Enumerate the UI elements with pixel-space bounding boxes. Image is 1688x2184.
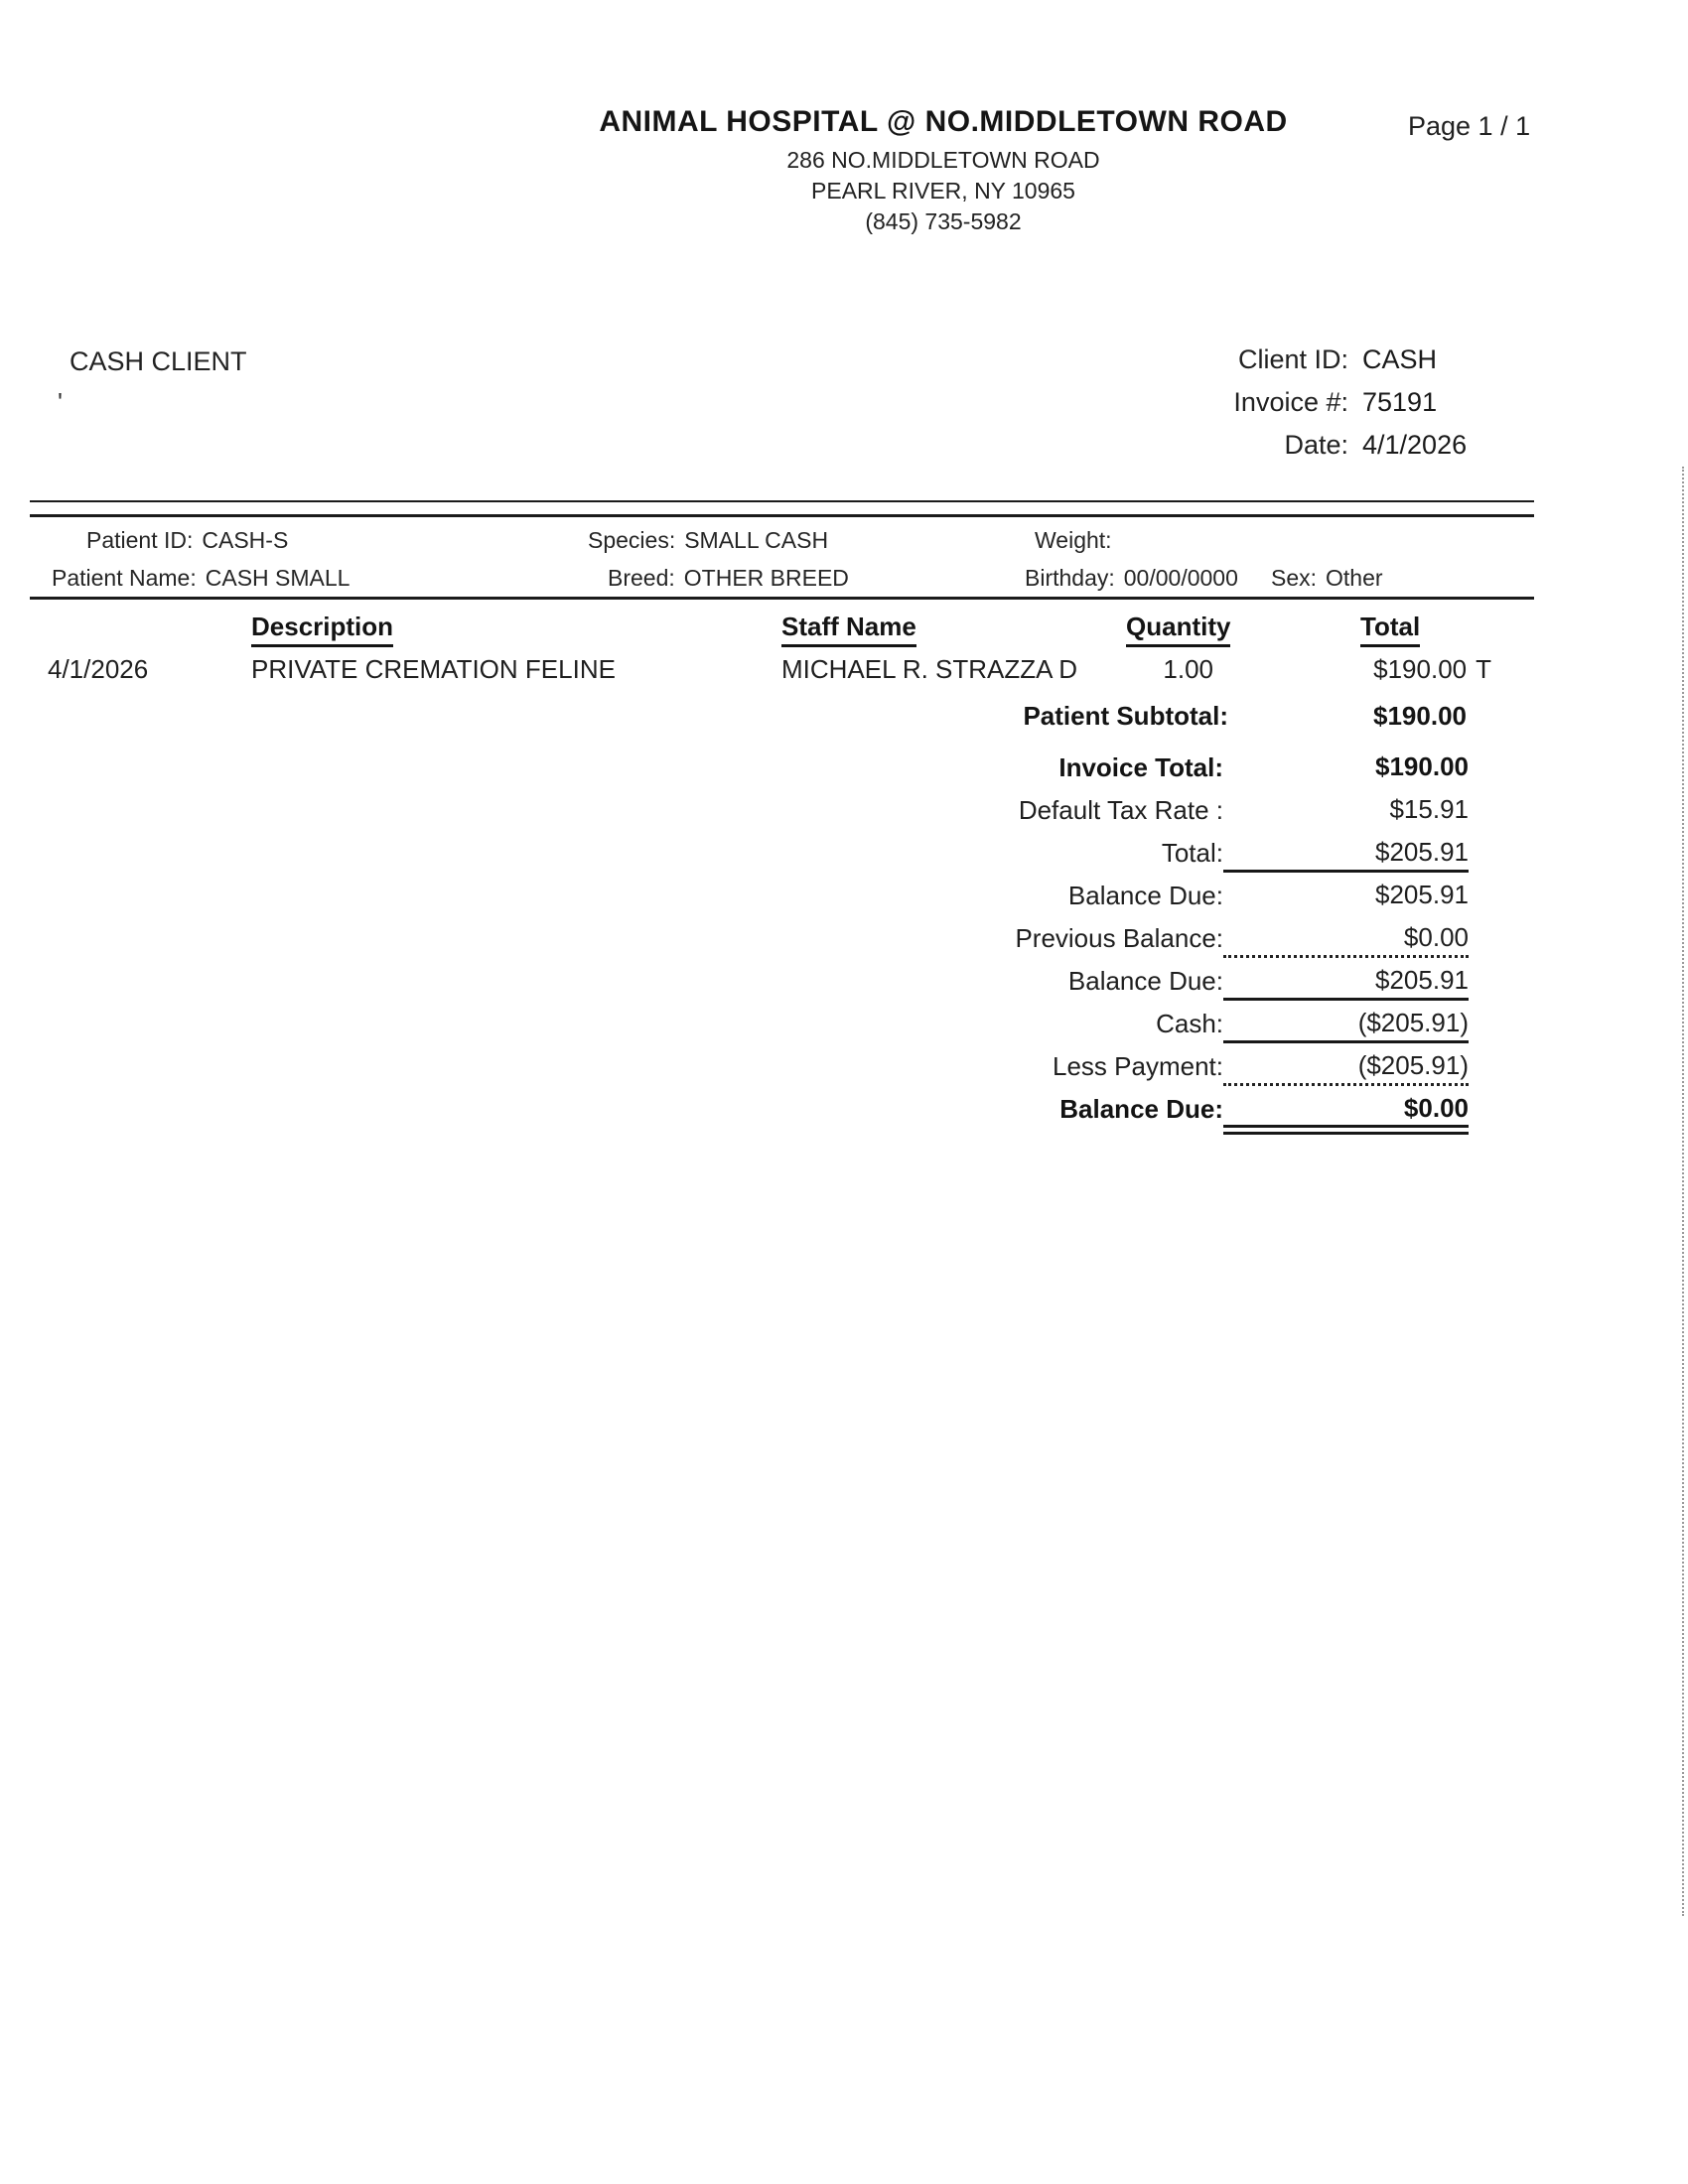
totals-row xyxy=(844,795,1487,838)
patient-breed-label: Breed: xyxy=(608,565,675,591)
client-name: CASH CLIENT xyxy=(70,346,247,376)
patient-subtotal-value: $190.00 xyxy=(1373,701,1467,731)
patient-box-bottom-rule xyxy=(30,597,1534,600)
client-meta-block xyxy=(1043,344,1470,473)
totals-row-value: $0.00 xyxy=(1223,923,1469,958)
item-date: 4/1/2026 xyxy=(48,654,149,684)
scan-edge-artifact xyxy=(1682,467,1684,1916)
page-indicator: Page 1 / 1 xyxy=(1408,111,1531,141)
totals-row-value: $190.00 xyxy=(1375,751,1469,781)
invoice-number-row xyxy=(1043,387,1470,430)
patient-birthday-value: 00/00/0000 xyxy=(1123,565,1238,591)
totals-row-value: $15.91 xyxy=(1389,794,1469,824)
totals-row-value: $205.91 xyxy=(1375,880,1469,909)
patient-weight-label: Weight: xyxy=(1035,527,1112,553)
item-total xyxy=(1241,654,1491,685)
totals-row-label: Balance Due: xyxy=(1059,1094,1223,1124)
totals-row-label: Balance Due: xyxy=(1067,881,1223,910)
column-header-total: Total xyxy=(1360,612,1420,647)
totals-row-value: $205.91 xyxy=(1223,838,1469,873)
totals-row-value: ($205.91) xyxy=(1223,1051,1469,1086)
patient-name-field xyxy=(52,565,350,592)
patient-box-top-rule-thick xyxy=(30,514,1534,517)
totals-row-label: Cash: xyxy=(1156,1009,1223,1038)
column-header-quantity: Quantity xyxy=(1126,612,1230,647)
patient-weight-field xyxy=(1035,527,1121,554)
patient-name-value: CASH SMALL xyxy=(205,565,351,591)
item-total-amount: $190.00 xyxy=(1373,654,1468,684)
client-id-row xyxy=(1043,344,1470,387)
patient-breed-value: OTHER BREED xyxy=(683,565,849,591)
totals-row-label: Balance Due: xyxy=(1067,966,1223,996)
clinic-phone: (845) 735-5982 xyxy=(865,208,1022,234)
patient-sex-label: Sex: xyxy=(1271,565,1318,591)
column-header-description: Description xyxy=(251,612,393,647)
totals-row-label: Less Payment: xyxy=(1053,1051,1223,1081)
invoice-date-label: Date: xyxy=(1284,430,1348,460)
invoice-date-value: 4/1/2026 xyxy=(1362,430,1468,460)
invoice-number-value: 75191 xyxy=(1362,387,1438,417)
totals-row-value: $205.91 xyxy=(1223,966,1469,1001)
patient-id-label: Patient ID: xyxy=(86,527,194,553)
totals-row xyxy=(844,1009,1487,1051)
item-staff-name: MICHAEL R. STRAZZA D xyxy=(781,654,1078,684)
patient-box-top-rule-thin xyxy=(30,500,1534,502)
totals-row xyxy=(844,1051,1487,1094)
patient-birthday-label: Birthday: xyxy=(1025,565,1115,591)
patient-id-field xyxy=(86,527,288,554)
totals-row xyxy=(844,923,1487,966)
totals-row-label: Default Tax Rate : xyxy=(1018,795,1223,825)
patient-subtotal-row xyxy=(844,701,1487,732)
totals-row-label: Invoice Total: xyxy=(1058,752,1223,782)
item-tax-flag: T xyxy=(1476,654,1491,684)
totals-row-value: ($205.91) xyxy=(1223,1009,1469,1043)
invoice-totals-block xyxy=(844,752,1487,1137)
invoice-number-label: Invoice #: xyxy=(1233,387,1348,417)
totals-row-value: $0.00 xyxy=(1223,1094,1469,1135)
totals-row xyxy=(844,1094,1487,1137)
item-quantity: 1.00 xyxy=(1163,654,1213,684)
patient-species-field xyxy=(588,527,828,554)
patient-name-label: Patient Name: xyxy=(52,565,197,591)
clinic-address-line2: PEARL RIVER, NY 10965 xyxy=(811,178,1075,204)
totals-row xyxy=(844,966,1487,1009)
patient-sex-field xyxy=(1271,565,1383,592)
patient-species-label: Species: xyxy=(588,527,676,553)
patient-id-value: CASH-S xyxy=(202,527,289,553)
totals-row xyxy=(844,752,1487,795)
item-description: PRIVATE CREMATION FELINE xyxy=(251,654,616,684)
clinic-name: ANIMAL HOSPITAL @ NO.MIDDLETOWN ROAD xyxy=(599,105,1288,138)
patient-birthday-field xyxy=(1025,565,1238,592)
column-header-staff-name: Staff Name xyxy=(781,612,916,647)
totals-row xyxy=(844,838,1487,881)
clinic-address-line1: 286 NO.MIDDLETOWN ROAD xyxy=(786,147,1100,173)
patient-sex-value: Other xyxy=(1326,565,1383,591)
invoice-date-row xyxy=(1043,430,1470,473)
totals-row-label: Total: xyxy=(1161,838,1223,868)
patient-breed-field xyxy=(608,565,849,592)
client-id-value: CASH xyxy=(1362,344,1438,374)
client-id-label: Client ID: xyxy=(1237,344,1348,374)
totals-row xyxy=(844,881,1487,923)
totals-row-label: Previous Balance: xyxy=(1015,923,1223,953)
patient-species-value: SMALL CASH xyxy=(684,527,829,553)
patient-subtotal-label: Patient Subtotal: xyxy=(1023,701,1228,731)
scan-stray-mark: ' xyxy=(58,387,63,417)
